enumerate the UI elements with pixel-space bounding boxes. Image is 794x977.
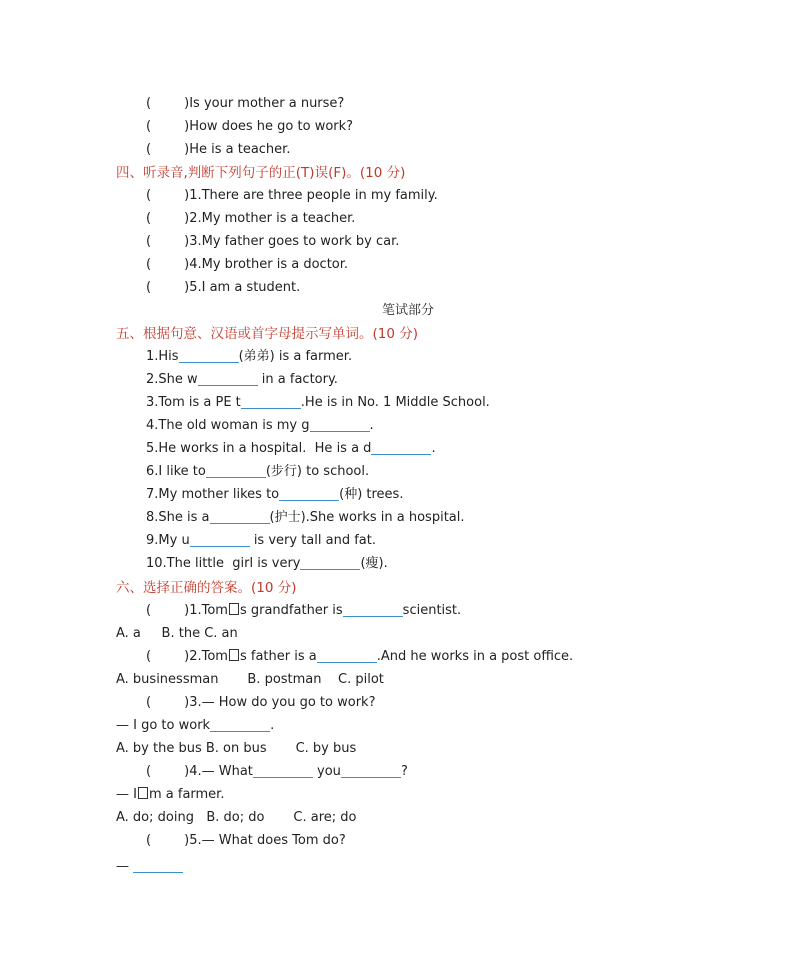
answer-paren: ( ): [146, 96, 190, 111]
fill-item: 2.She w in a factory.: [146, 372, 338, 387]
listen-item: ( )He is a teacher.: [146, 142, 291, 157]
choice-answer-line: — I m a farmer.: [116, 787, 225, 802]
answer-blank[interactable]: [198, 371, 258, 386]
fill-item: 9.My u is very tall and fat.: [146, 533, 376, 548]
answer-blank[interactable]: [300, 555, 360, 570]
missing-glyph-icon: [138, 787, 148, 799]
choice-options: A. do; doing B. do; do C. are; do: [116, 810, 357, 825]
listen-item: ( )Is your mother a nurse?: [146, 96, 345, 111]
answer-paren: ( ): [146, 695, 190, 710]
answer-blank[interactable]: [206, 463, 266, 478]
answer-blank[interactable]: [317, 648, 377, 663]
choice-options: A. a B. the C. an: [116, 626, 238, 641]
answer-paren: ( ): [146, 142, 190, 157]
answer-blank[interactable]: [341, 763, 401, 778]
answer-blank[interactable]: [179, 348, 239, 363]
choice-question: ( )4.— What you ?: [146, 764, 408, 779]
fill-item: 1.His (弟弟) is a farmer.: [146, 349, 353, 364]
answer-blank[interactable]: [210, 717, 270, 732]
answer-paren: ( ): [146, 649, 190, 664]
choice-answer-line: —: [116, 858, 183, 876]
answer-paren: ( ): [146, 188, 190, 203]
fill-item: 3.Tom is a PE t .He is in No. 1 Middle School.: [146, 395, 490, 410]
fill-item: 4.The old woman is my g .: [146, 418, 374, 433]
answer-paren: ( ): [146, 603, 190, 618]
answer-paren: ( ): [146, 211, 190, 226]
fill-item: 7.My mother likes to (种) trees.: [146, 487, 404, 502]
fill-item: 6.I like to (步行) to school.: [146, 464, 370, 479]
answer-blank[interactable]: [190, 532, 250, 547]
answer-paren: ( ): [146, 764, 190, 779]
section-5-title: 五、根据句意、汉语或首字母提示写单词。(10 分): [116, 326, 419, 342]
judge-item: ( )4.My brother is a doctor.: [146, 257, 349, 272]
answer-paren: ( ): [146, 280, 190, 295]
choice-question: ( )5.— What does Tom do?: [146, 833, 346, 848]
choice-options: A. by the bus B. on bus C. by bus: [116, 741, 357, 756]
answer-blank[interactable]: [310, 417, 370, 432]
answer-blank[interactable]: [279, 486, 339, 501]
choice-question: ( )1.Tom s grandfather is scientist.: [146, 603, 462, 618]
section-4-title: 四、听录音,判断下列句子的正(T)误(F)。(10 分): [116, 165, 406, 181]
answer-blank[interactable]: [241, 394, 301, 409]
judge-item: ( )3.My father goes to work by car.: [146, 234, 400, 249]
judge-item: ( )2.My mother is a teacher.: [146, 211, 356, 226]
answer-paren: ( ): [146, 119, 190, 134]
answer-blank[interactable]: [133, 858, 183, 873]
answer-blank[interactable]: [253, 763, 313, 778]
judge-item: ( )1.There are three people in my family.: [146, 188, 438, 203]
answer-paren: ( ): [146, 833, 190, 848]
section-6-title: 六、选择正确的答案。(10 分): [116, 580, 297, 596]
missing-glyph-icon: [229, 649, 239, 661]
missing-glyph-icon: [229, 603, 239, 615]
answer-paren: ( ): [146, 234, 190, 249]
answer-blank[interactable]: [343, 602, 403, 617]
answer-blank[interactable]: [371, 440, 431, 455]
answer-blank[interactable]: [210, 509, 270, 524]
choice-answer-line: — I go to work .: [116, 718, 275, 733]
written-part-title: 笔试部分: [382, 303, 435, 318]
fill-item: 10.The little girl is very (瘦).: [146, 556, 388, 571]
fill-item: 8.She is a (护士).She works in a hospital.: [146, 510, 465, 525]
fill-item: 5.He works in a hospital. He is a d .: [146, 441, 436, 456]
choice-question: ( )2.Tom s father is a .And he works in a post office.: [146, 649, 574, 664]
listen-item: ( )How does he go to work?: [146, 119, 354, 134]
answer-paren: ( ): [146, 257, 190, 272]
judge-item: ( )5.I am a student.: [146, 280, 301, 295]
choice-question: ( )3.— How do you go to work?: [146, 695, 376, 710]
choice-options: A. businessman B. postman C. pilot: [116, 672, 384, 687]
